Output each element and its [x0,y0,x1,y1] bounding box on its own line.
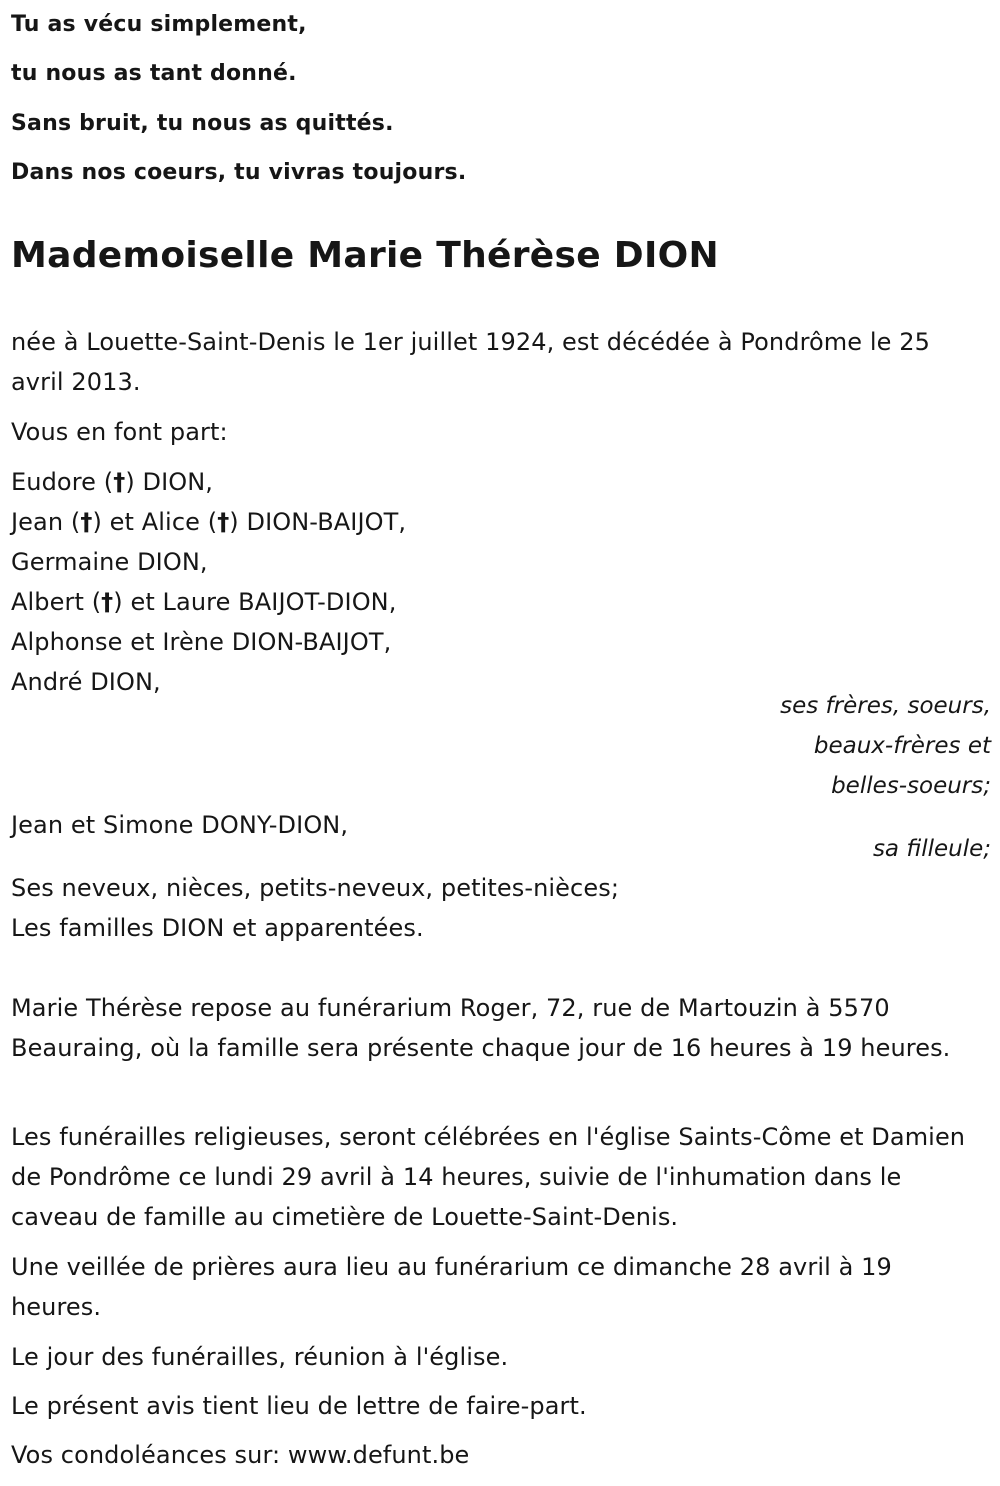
siblings-relation-line-2: beaux-frères et [813,733,991,759]
poem-line-3: Sans bruit, tu nous as quittés. [11,111,394,136]
poem-line-4: Dans nos coeurs, tu vivras toujours. [11,160,467,185]
family-line-andre: André DION, [11,668,161,696]
poem-line-2: tu nous as tant donné. [11,61,297,86]
meeting-line: Le jour des funérailles, réunion à l'église. [11,1343,509,1371]
godchild-line: Jean et Simone DONY-DION, [11,811,349,839]
cross-icon: † [80,508,93,536]
birth-death-statement: née à Louette-Saint-Denis le 1er juillet 1924, est décédée à Pondrôme le 25 avril 2013. [11,328,930,396]
vigil-paragraph: Une veillée de prières aura lieu au funérarium ce dimanche 28 avril à 19 heures. [11,1253,892,1321]
siblings-relation-line-1: ses frères, soeurs, [780,693,991,719]
announcement-intro: Vous en font part: [11,418,228,446]
nephews-line: Ses neveux, nièces, petits-neveux, petites-nièces; [11,874,619,902]
family-line-eudore [11,462,213,502]
family-line-text: Eudore ( [11,468,114,496]
godchild-relation: sa filleule; [872,836,991,862]
family-line-text: Albert ( [11,588,102,616]
funeral-paragraph: Les funérailles religieuses, seront célébrées en l'église Saints-Côme et Damien de Pondrôme ce lundi 29 avril à 14 heures, suivie de l'inhumation dans le caveau de famille au cimetière de Louette-Saint-Denis. [11,1123,966,1231]
families-line: Les familles DION et apparentées. [11,914,424,942]
notice-line: Le présent avis tient lieu de lettre de faire-part. [11,1392,587,1420]
family-line-alphonse-irene: Alphonse et Irène DION-BAIJOT, [11,628,392,656]
siblings-relation-line-3: belles-soeurs; [831,773,991,799]
family-line-text: ) et Alice ( [92,508,218,536]
family-line-text: ) DION, [125,468,214,496]
family-line-text: ) DION-BAIJOT, [229,508,407,536]
deceased-name-title: Mademoiselle Marie Thérèse DION [11,235,719,276]
cross-icon: † [101,588,114,616]
family-line-jean-alice [11,502,406,542]
family-line-text: Jean ( [11,508,81,536]
cross-icon: † [113,468,126,496]
condolences-line: Vos condoléances sur: www.defunt.be [11,1441,470,1469]
family-line-germaine: Germaine DION, [11,548,208,576]
poem-line-1: Tu as vécu simplement, [11,12,307,37]
family-line-albert-laure [11,582,396,622]
family-line-text: ) et Laure BAIJOT-DION, [113,588,397,616]
cross-icon: † [217,508,230,536]
rest-paragraph: Marie Thérèse repose au funérarium Roger, 72, rue de Martouzin à 5570 Beauraing, où la famille sera présente chaque jour de 16 heures à 19 heures. [11,994,951,1062]
